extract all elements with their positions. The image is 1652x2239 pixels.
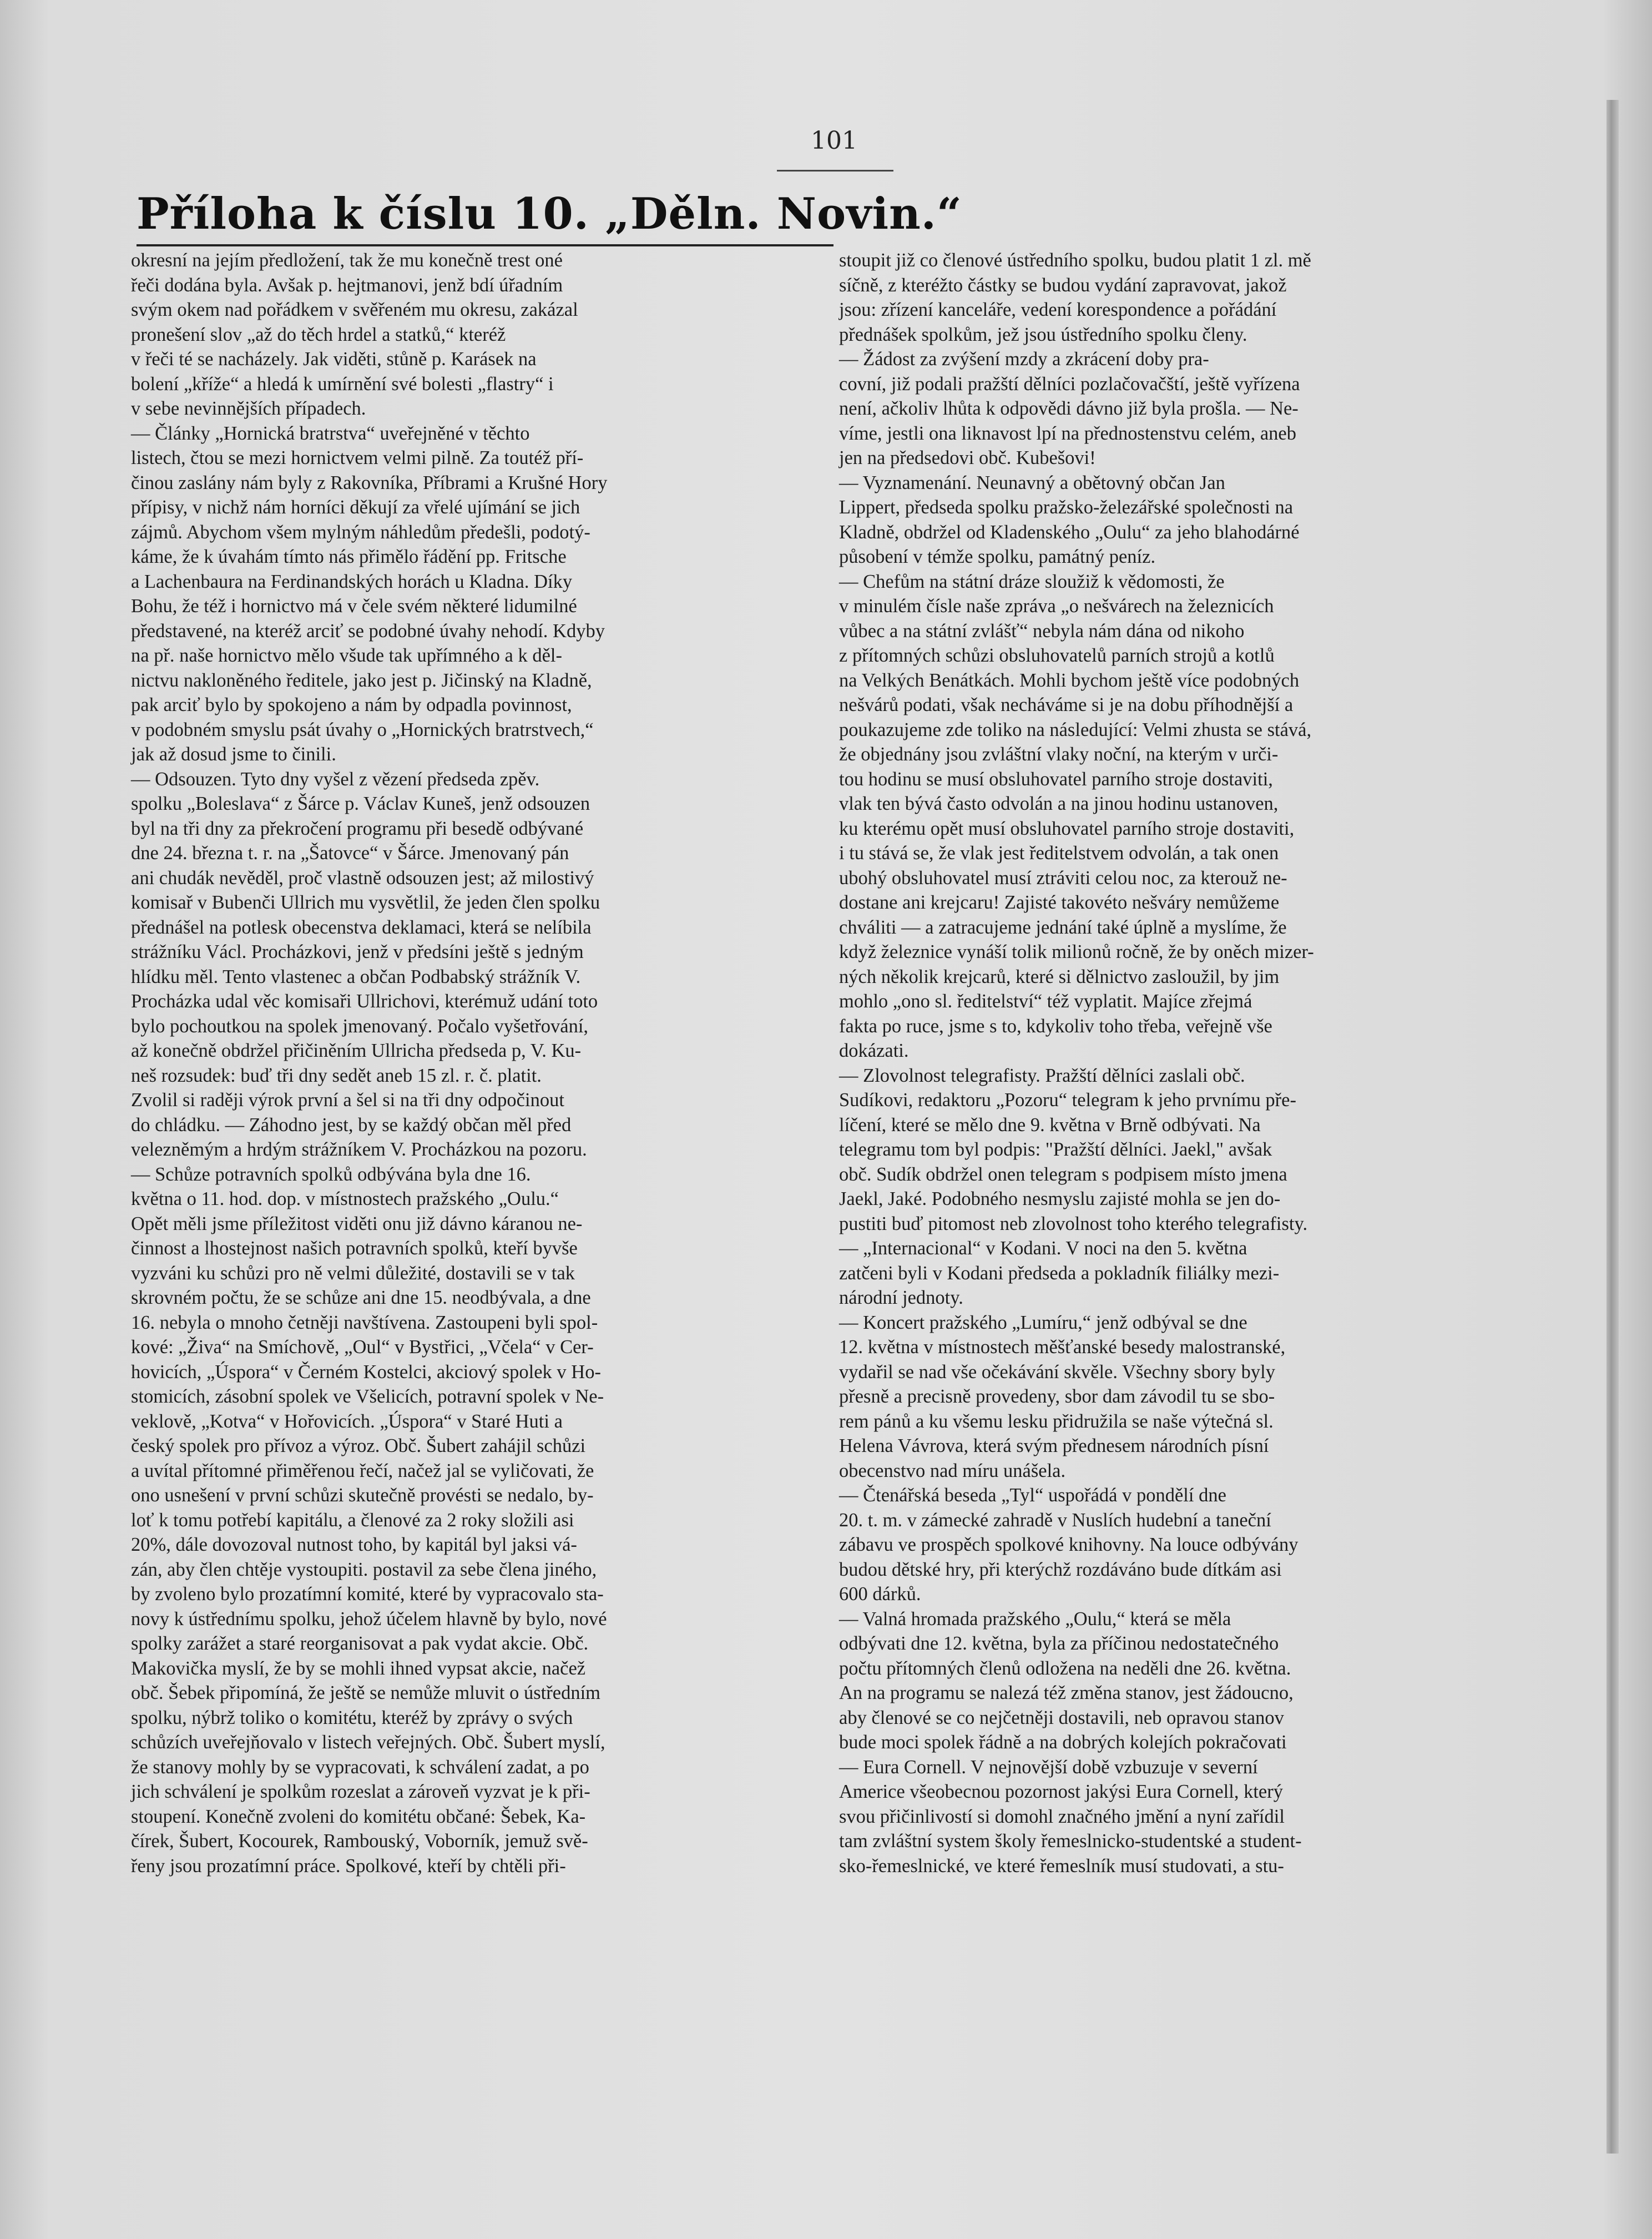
right-column <box>839 248 1483 1878</box>
left-column <box>131 248 837 1878</box>
supplement-header: Příloha k číslu 10. „Děln. Novin.“ <box>137 189 962 239</box>
article-paragraph: — Odsouzen. Tyto dny vyšel z vězení předseda zpěv. spolku „Boleslava“ z Šárce p. Václav Kuneš, jenž odsouzen byl na tři dny za překročení programu při besedě odbývané dne 24. března t. r. na „Šatovce“ v Šárce. Jmenovaný pán ani chudák nevěděl, proč vlastně odsouzen jest; až milostivý komisař v Bubenči Ullrich mu vysvětlil, že jeden člen spolku přednášel na potlesk obecenstva deklamaci, která se nelíbila strážníku Václ. Procházkovi, jenž v předsíni ještě s jedným hlídku měl. Tento vlastenec a občan Podbabský strážník V. Procházka udal věc komisaři Ullrichovi, kterémuž udání toto bylo pochoutkou na spolek jmenovaný. Počalo vyšetřování, až konečně obdržel přičiněním Ullricha předseda p, V. Ku- neš rozsudek: buď tři dny sedět aneb 15 zl. r. č. platit. Zvolil si raději výrok první a šel si na tři dny odpočinout do chládku. — Záhodno jest, by se každý občan měl před velezněmým a hrdým strážníkem V. Procházkou na pozoru. <box>131 768 600 1160</box>
article-paragraph: — Čtenářská beseda „Tyl“ uspořádá v pondělí dne 20. t. m. v zámecké zahradě v Nuslích hudební a taneční zábavu ve prospěch spolkové knihovny. Na louce odbývány budou dětské hry, při kterýchž rozdáváno bude dítkám asi 600 dárků. <box>839 1485 1299 1605</box>
article-paragraph: — Schůze potravních spolků odbývána byla dne 16. května o 11. hod. dop. v místnostech pražského „Oulu.“ Opět měli jsme příležitost viděti onu již dávno káranou ne- činnost a lhostejnost našich potravních spolků, kteří byvše vyzváni ku schůzi pro ně velmi důležité, dostavili se v tak skrovném počtu, že se schůze ani dne 15. neodbývala, a dne 16. nebyla o mnoho četněji navštívena. Zastoupeni byli spol- kové: „Živa“ na Smíchově, „Oul“ v Bystřici, „Včela“ v Cer- hovicích, „Úspora“ v Černém Kostelci, akciový spolek v Ho- stomicích, zásobní spolek ve Všelicích, potravní spolek v Ne- veklově, „Kotva“ v Hořovicích. „Úspora“ v Staré Huti a český spolek pro přívoz a výroz. Obč. Šubert zahájil schůzi a uvítal přítomné přiměřenou řečí, načež jal se vyličovati, že ono usnešení v první schůzi skutečně provésti se nedalo, by- loť k tomu potřebí kapitálu, a členové za 2 roky složili asi 20%, dále dovozoval nutnost toho, by kapitál byl jaksi vá- zán, aby člen chtěje vystoupiti. postavil za sebe člena jiného, by zvoleno bylo prozatímní komité, které by vypracovalo sta- novy k ústřednímu spolku, jehož účelem hlavně by bylo, nové spolky zarážet a staré reorganisovat a pak vydat akcie. Obč. Makovička myslí, že by se mohli ihned vypsat akcie, načež obč. Šebek připomíná, že ještě se nemůže mluvit o ústředním spolku, nýbrž toliko o komitétu, kteréž by zprávy o svých schůzích uveřejňovalo v listech veřejných. Obč. Šubert myslí, že stanovy mohly by se vypracovati, k schválení zadat, a po jich schválení je spolkům rozeslat a zároveň vyzvat je k při- stoupení. Konečně zvoleni do komitétu občané: Šebek, Ka- čírek, Šubert, Kocourek, Rambouský, Voborník, jemuž svě- řeny jsou prozatímní práce. Spolkové, kteří by chtěli při- <box>131 1163 607 1877</box>
header-rule <box>137 244 833 246</box>
article-paragraph: — Zlovolnost telegrafisty. Pražští dělníci zaslali obč. Sudíkovi, redaktoru „Pozoru“ telegram k jeho prvnímu pře- líčení, které se mělo dne 9. května v Brně odbývati. Na telegramu tom byl podpis: "Pražští dělníci. Jaekl," avšak obč. Sudík obdržel onen telegram s podpisem místo jmena Jaekl, Jaké. Podobného nesmyslu zajisté mohla se jen do- pustiti buď pitomost neb zlovolnost toho kterého telegrafisty. <box>839 1065 1308 1234</box>
scan-edge-shadow <box>1606 100 1619 2154</box>
article-paragraph: — Žádost za zvýšení mzdy a zkrácení doby pra- covní, již podali pražští dělníci pozlačovačští, ještě vyřízena není, ačkoliv lhůta k odpovědi dávno již byla prošla. — Ne- víme, jestli ona liknavost lpí na přednostenstvu celém, aneb jen na předsedovi obč. Kubešovi! <box>839 349 1300 468</box>
article-paragraph: — Valná hromada pražského „Oulu,“ která se měla odbývati dne 12. května, byla za příčinou nedostatečného počtu přítomných členů odložena na neděli dne 26. května. An na programu se nalezá též změna stanov, jest žádoucno, aby členové se co nejčetněji dostavili, neb opravou stanov bude moci spolek řádně a na dobrých kolejích pokračovati <box>839 1608 1294 1753</box>
page-number-rule <box>777 170 893 172</box>
article-paragraph: — Chefům na státní dráze sloužiž k vědomosti, že v minulém čísle naše zpráva „o nešvárech na železnicích vůbec a na státní zvlášť“ nebyla nám dána od nikoho z přítomných schůzi obsluhovatelů parních strojů a kotlů na Velkých Benátkách. Mohli bychom ještě více podobných nešvárů podati, však necháváme si je na dobu příhodnější a poukazujeme zde toliko na následující: Velmi zhusta se stává, že objednány jsou zvláštní vlaky noční, na kterým v urči- tou hodinu se musí obsluhovatel parního stroje dostaviti, vlak ten bývá často odvolán a na jinou hodinu ustanoven, ku kterému opět musí obsluhovatel parního stroje dostaviti, i tu stává se, že vlak jest ředitelstvem odvolán, a tak onen ubohý obsluhovatel musí ztráviti celou noc, za kterouž ne- dostane ani krejcaru! Zajisté takovéto nešváry nemůžeme chváliti — a zatracujeme jednání také úplně a myslíme, že když železnice vynáší tolik milionů ročně, že by oněch mizer- ných několik krejcarů, které si dělnictvo zasloužil, by jim mohlo „ono sl. ředitelství“ též vyplatit. Majíce zřejmá fakta po ruce, jsme s to, kdykoliv toho třeba, veřejně vše dokázati. <box>839 571 1314 1061</box>
article-paragraph: — „Internacional“ v Kodani. V noci na den 5. května zatčeni byli v Kodani předseda a pokladník filiálky mezi- národní jednoty. <box>839 1238 1280 1308</box>
article-paragraph: okresní na jejím předložení, tak že mu konečně trest oné řeči dodána byla. Avšak p. hejtmanovi, jenž bdí úřadním svým okem nad pořádkem v svěřeném mu okresu, zakázal pronešení slov „až do těch hrdel a statků,“ kteréž v řeči té se nacházely. Jak viděti, stůně p. Karásek na bolení „kříže“ a hledá k umírnění své bolesti „flastry“ i v sebe nevinnějších případech. <box>131 250 578 419</box>
article-paragraph: — Eura Cornell. V nejnovější době vzbuzuje v severní Americe všeobecnou pozornost jakýsi Eura Cornell, který svou přičinlivostí si domohl značného jmění a nyní zařídil tam zvláštní system školy řemeslnicko-studentské a student- sko-řemeslnické, ve které řemeslník musí studovati, a stu- <box>839 1756 1302 1877</box>
article-paragraph: — Články „Hornická bratrstva“ uveřejněné v těchto listech, čtou se mezi hornictvem velmi pilně. Za toutéž pří- činou zaslány nám byly z Rakovníka, Příbrami a Krušné Hory přípisy, v nichž nám horníci děkují za vřelé ujímání se jich zájmů. Abychom všem mylným náhledům předešli, podotý- káme, že k úvahám tímto nás přimělo řádění pp. Fritsche a Lachenbaura na Ferdinandských horách u Kladna. Díky Bohu, že též i hornictvo má v čele svém některé lidumilné představené, na kteréž arciť se podobné úvahy nehodí. Kdyby na př. naše hornictvo mělo všude tak upřímného a k děl- nictvu nakloněného ředitele, jako jest p. Jičinský na Kladně, pak arciť bylo by spokojeno a nám by odpadla povinnost, v podobném smyslu psát úvahy o „Hornických bratrstvech,“ jak až dosud jsme to činili. <box>131 422 608 765</box>
article-paragraph: stoupit již co členové ústředního spolku, budou platit 1 zl. mě síčně, z kteréžto částky se budou vydání zapravovat, jakož jsou: zřízení kanceláře, vedení korespondence a pořádání přednášek spolkům, jež jsou ústředního spolku členy. <box>839 250 1311 345</box>
article-paragraph: — Koncert pražského „Lumíru,“ jenž odbýval se dne 12. května v místnostech měšťanské besedy malostranské, vydařil se nad vše očekávání skvěle. Všechny sbory byly přesně a precisně provedeny, sbor dam závodil tu se sbo- rem pánů a ku všemu lesku přidružila se naše výtečná sl. Helena Vávrova, která svým přednesem národních písní obecenstvo nad míru unášela. <box>839 1312 1286 1481</box>
article-paragraph: — Vyznamenání. Neunavný a obětovný občan Jan Lippert, předseda spolku pražsko-železářské společnosti na Kladně, obdržel od Kladenského „Oulu“ za jeho blahodárné působení v témže spolku, památný peníz. <box>839 472 1300 567</box>
page-number: 101 <box>811 127 857 155</box>
